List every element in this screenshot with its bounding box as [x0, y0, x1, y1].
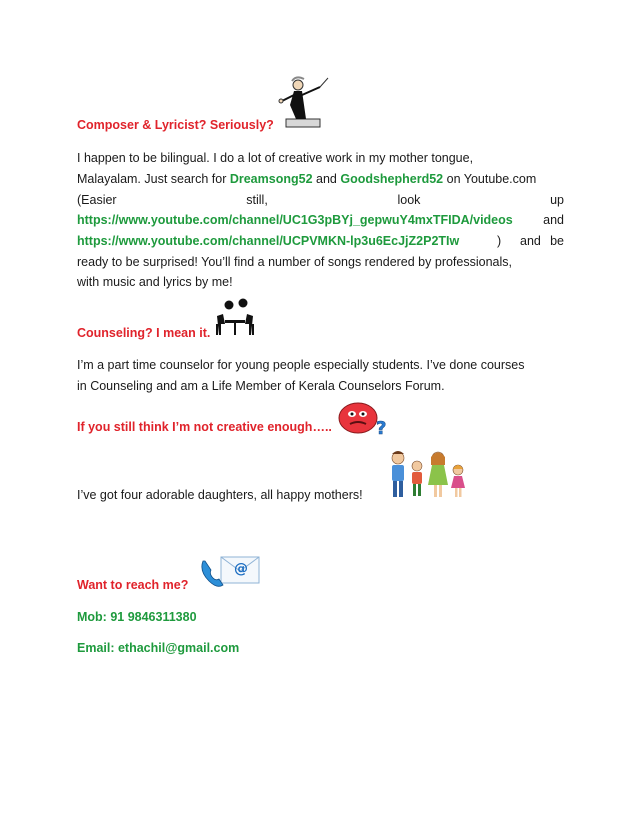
email-address[interactable]: Email: ethachil@gmail.com	[77, 641, 240, 655]
composer-paragraph-line: ready to be surprised! You’ll find a number of songs rendered by professionals,	[77, 255, 512, 269]
composer-paragraph-line: I happen to be bilingual. I do a lot of creative work in my mother tongue,	[77, 151, 474, 165]
family-clipart	[384, 448, 470, 500]
text-span: Malayalam. Just search for	[77, 172, 230, 186]
search-term-dreamsong: Dreamsong52	[229, 172, 313, 186]
composer-paragraph-line	[77, 192, 564, 208]
youtube-link-2[interactable]: https://www.youtube.com/channel/UCPVMKN-lp3u6EcJjZ2P2TIw	[77, 234, 460, 248]
text-span: and	[520, 234, 541, 248]
svg-text:?: ?	[376, 418, 387, 439]
text-span: and	[543, 213, 564, 227]
text-span: up	[550, 193, 564, 207]
composer-paragraph-line	[77, 212, 564, 228]
counseling-heading: Counseling? I mean it.	[77, 326, 211, 340]
text-span: )	[497, 234, 502, 248]
text-span: be	[550, 234, 564, 248]
text-span: and	[312, 172, 341, 186]
text-span: still,	[246, 193, 268, 207]
youtube-link-1[interactable]: https://www.youtube.com/channel/UC1G3pBYj_gepwuY4mxTFIDA/videos	[77, 213, 513, 227]
svg-text:@: @	[234, 561, 248, 577]
counseling-people-icon	[215, 298, 255, 338]
text-span: look	[397, 193, 421, 207]
composer-paragraph-line	[77, 233, 564, 249]
confused-face-icon	[336, 399, 388, 439]
composer-paragraph-line: with music and lyrics by me!	[77, 275, 233, 289]
search-term-goodshepherd: Goodshepherd52	[340, 172, 444, 186]
text-span: (Easier	[77, 193, 117, 207]
creative-heading: If you still think I’m not creative enough…..	[77, 420, 332, 434]
counseling-paragraph-line: I’m a part time counselor for young people especially students. I’ve done courses	[77, 358, 525, 372]
daughters-text: I’ve got four adorable daughters, all happy mothers!	[77, 488, 363, 502]
composer-heading: Composer & Lyricist? Seriously?	[77, 118, 274, 132]
counseling-paragraph-line: in Counseling and am a Life Member of Kerala Counselors Forum.	[77, 379, 445, 393]
composer-paragraph-line	[77, 171, 564, 187]
mobile-number[interactable]: Mob: 91 9846311380	[77, 610, 197, 624]
contact-heading: Want to reach me?	[77, 578, 189, 592]
text-span: on Youtube.com	[443, 172, 537, 186]
